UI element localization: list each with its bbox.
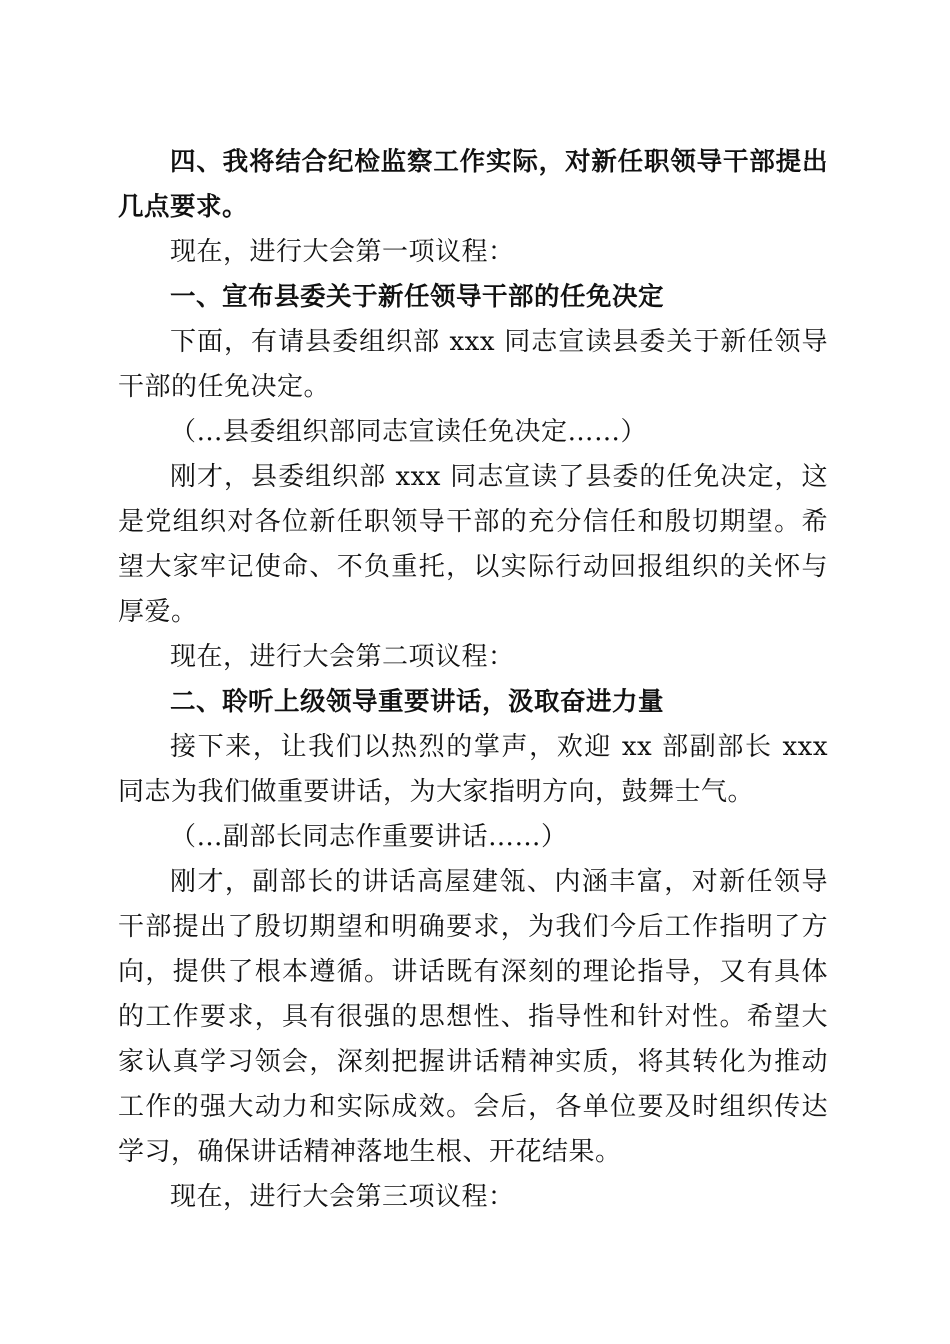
agenda-item-two-intro: 现在，进行大会第二项议程： xyxy=(170,642,515,672)
speech-invite: 接下来，让我们以热烈的掌声，欢迎 xx 部副部长 xxx 同志为我们做重要讲话，为大家指明方向，鼓舞士气。 xyxy=(118,732,828,807)
speech-note: （…副部长同志作重要讲话……） xyxy=(170,822,568,852)
appointment-reading-note: （…县委组织部同志宣读任免决定……） xyxy=(170,417,648,447)
section-two-title: 二、聆听上级领导重要讲话，汲取奋进力量 xyxy=(170,687,665,717)
requirements-heading: 四、我将结合纪检监察工作实际，对新任职领导干部提出几点要求。 xyxy=(118,147,828,222)
agenda-item-three-intro: 现在，进行大会第三项议程： xyxy=(170,1182,515,1212)
appointment-reading-invite: 下面，有请县委组织部 xxx 同志宣读县委关于新任领导干部的任免决定。 xyxy=(118,327,828,402)
appointment-summary: 刚才，县委组织部 xxx 同志宣读了县委的任免决定，这是党组织对各位新任职领导干部的充分信任和殷切期望。希望大家牢记使命、不负重托，以实际行动回报组织的关怀与厚爱。 xyxy=(118,462,828,627)
section-one-title: 一、宣布县委关于新任领导干部的任免决定 xyxy=(170,282,665,312)
document-page xyxy=(118,140,828,1220)
agenda-item-one-intro: 现在，进行大会第一项议程： xyxy=(170,237,515,267)
speech-summary: 刚才，副部长的讲话高屋建瓴、内涵丰富，对新任领导干部提出了殷切期望和明确要求，为我们今后工作指明了方向，提供了根本遵循。讲话既有深刻的理论指导，又有具体的工作要求，具有很强的思想性、指导性和针对性。希望大家认真学习领会，深刻把握讲话精神实质，将其转化为推动工作的强大动力和实际成效。会后，各单位要及时组织传达学习，确保讲话精神落地生根、开花结果。 xyxy=(118,867,828,1167)
